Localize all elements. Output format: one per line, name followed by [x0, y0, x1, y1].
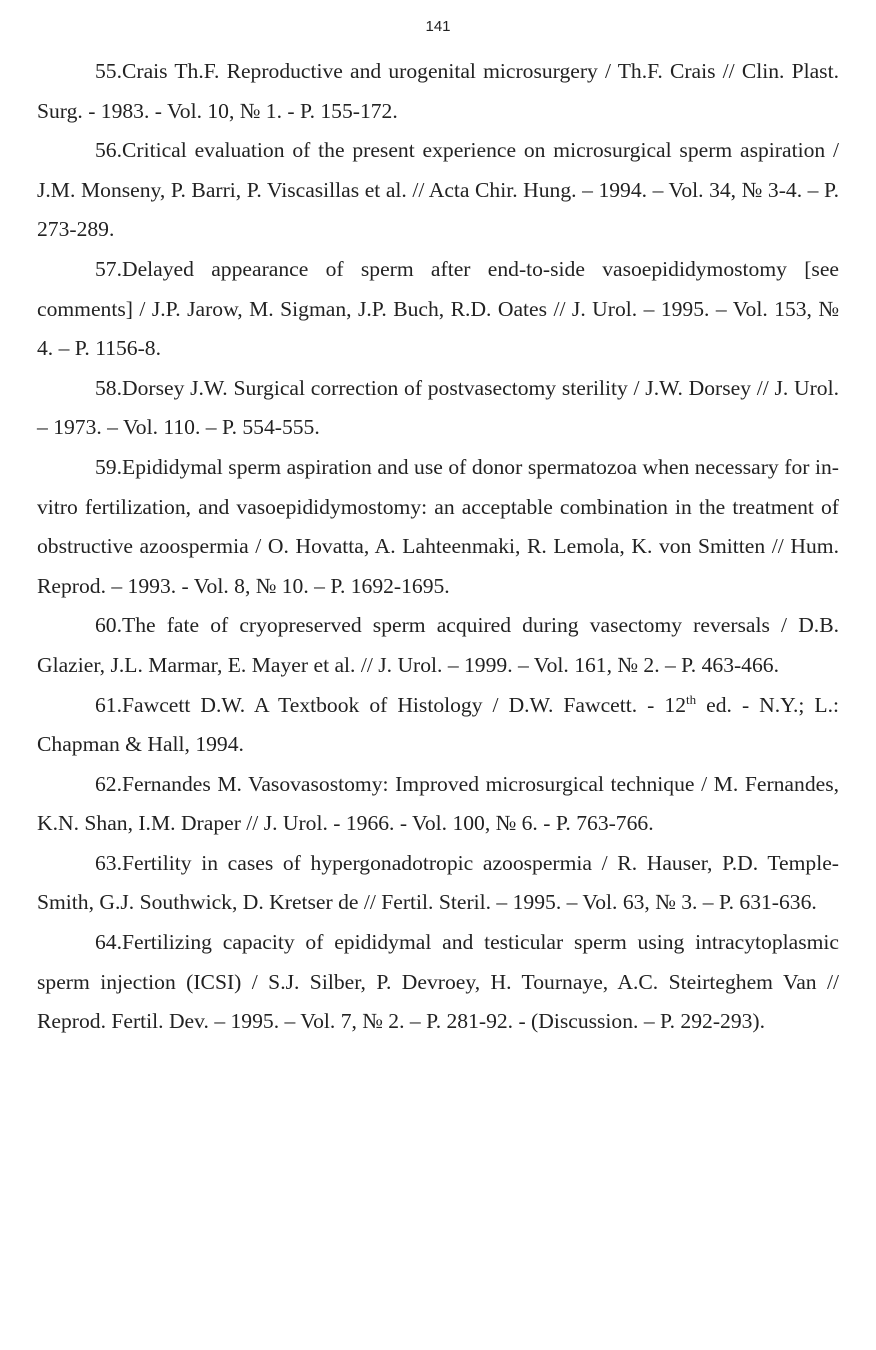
reference-text: Crais Th.F. Reproductive and urogenital microsurgery / Th.F. Crais // Clin. Plast. Surg. - 1983. - Vol. 10, № 1. - P. 155-172. [37, 59, 839, 123]
reference-superscript: th [686, 691, 697, 707]
reference-text: The fate of cryopreserved sperm acquired during vasectomy reversals / D.B. Glazier, J.L. Marmar, E. Mayer et al. // J. Urol. – 1999. – Vol. 161, № 2. – P. 463-466. [37, 613, 839, 677]
reference-text-before: Fawcett D.W. A Textbook of Histology / D.W. Fawcett. - 12 [122, 692, 686, 717]
reference-item-64 [37, 923, 839, 1042]
reference-text: Epididymal sperm aspiration and use of donor spermatozoa when necessary for in-vitro fertilization, and vasoepididymostomy: an acceptable combination in the treatment of obstructive azoospermia / O. Hovatta, A. Lahteenmaki, R. Lemola, K. von Smitten // Hum. Reprod. – 1993. - Vol. 8, № 10. – P. 1692-1695. [37, 454, 839, 598]
reference-text: Fertility in cases of hypergonadotropic azoospermia / R. Hauser, P.D. Temple-Smith, G.J. Southwick, D. Kretser de // Fertil. Steril. – 1995. – Vol. 63, № 3. – P. 631-636. [37, 850, 839, 915]
reference-item-55 [37, 52, 839, 131]
reference-number: 60. [95, 613, 122, 638]
reference-number: 56. [95, 138, 122, 163]
reference-number: 63. [95, 850, 122, 875]
reference-number: 59. [95, 454, 122, 479]
reference-item-62 [37, 765, 839, 844]
reference-item-60 [37, 606, 839, 685]
reference-text-after: ed. - N.Y.; L.: Chapman & Hall, 1994. [37, 692, 839, 757]
reference-text: Critical evaluation of the present experience on microsurgical sperm aspiration / J.M. Monseny, P. Barri, P. Viscasillas et al. // Acta Chir. Hung. – 1994. – Vol. 34, № 3-4. – P. 273-289. [37, 138, 839, 242]
reference-number: 58. [95, 375, 122, 400]
reference-text: Fernandes M. Vasovasostomy: Improved microsurgical technique / M. Fernandes, K.N. Shan, I.M. Draper // J. Urol. - 1966. - Vol. 100, № 6. - P. 763-766. [37, 771, 839, 836]
reference-number: 57. [95, 256, 122, 281]
reference-list [37, 52, 839, 1042]
reference-number: 64. [95, 930, 122, 955]
reference-item-58 [37, 369, 839, 448]
reference-number: 62. [95, 771, 122, 796]
reference-text: Fertilizing capacity of epididymal and testicular sperm using intracytoplasmic sperm injection (ICSI) / S.J. Silber, P. Devroey, H. Tournaye, A.C. Steirteghem Van // Reprod. Fertil. Dev. – 1995. – Vol. 7, № 2. – P. 281-92. - (Discussion. – P. 292-293). [37, 930, 839, 1034]
reference-item-59 [37, 448, 839, 606]
reference-item-57 [37, 250, 839, 369]
page-number: 141 [425, 18, 451, 35]
reference-item-61 [37, 686, 839, 765]
reference-text: Delayed appearance of sperm after end-to-side vasoepididymostomy [see comments] / J.P. Jarow, M. Sigman, J.P. Buch, R.D. Oates // J. Urol. – 1995. – Vol. 153, № 4. – P. 1156-8. [37, 256, 839, 361]
reference-item-56 [37, 131, 839, 250]
reference-item-63 [37, 844, 839, 923]
reference-text: Dorsey J.W. Surgical correction of postvasectomy sterility / J.W. Dorsey // J. Urol. – 1973. – Vol. 110. – P. 554-555. [37, 375, 839, 440]
reference-number: 61. [95, 692, 122, 717]
reference-number: 55. [95, 59, 122, 83]
